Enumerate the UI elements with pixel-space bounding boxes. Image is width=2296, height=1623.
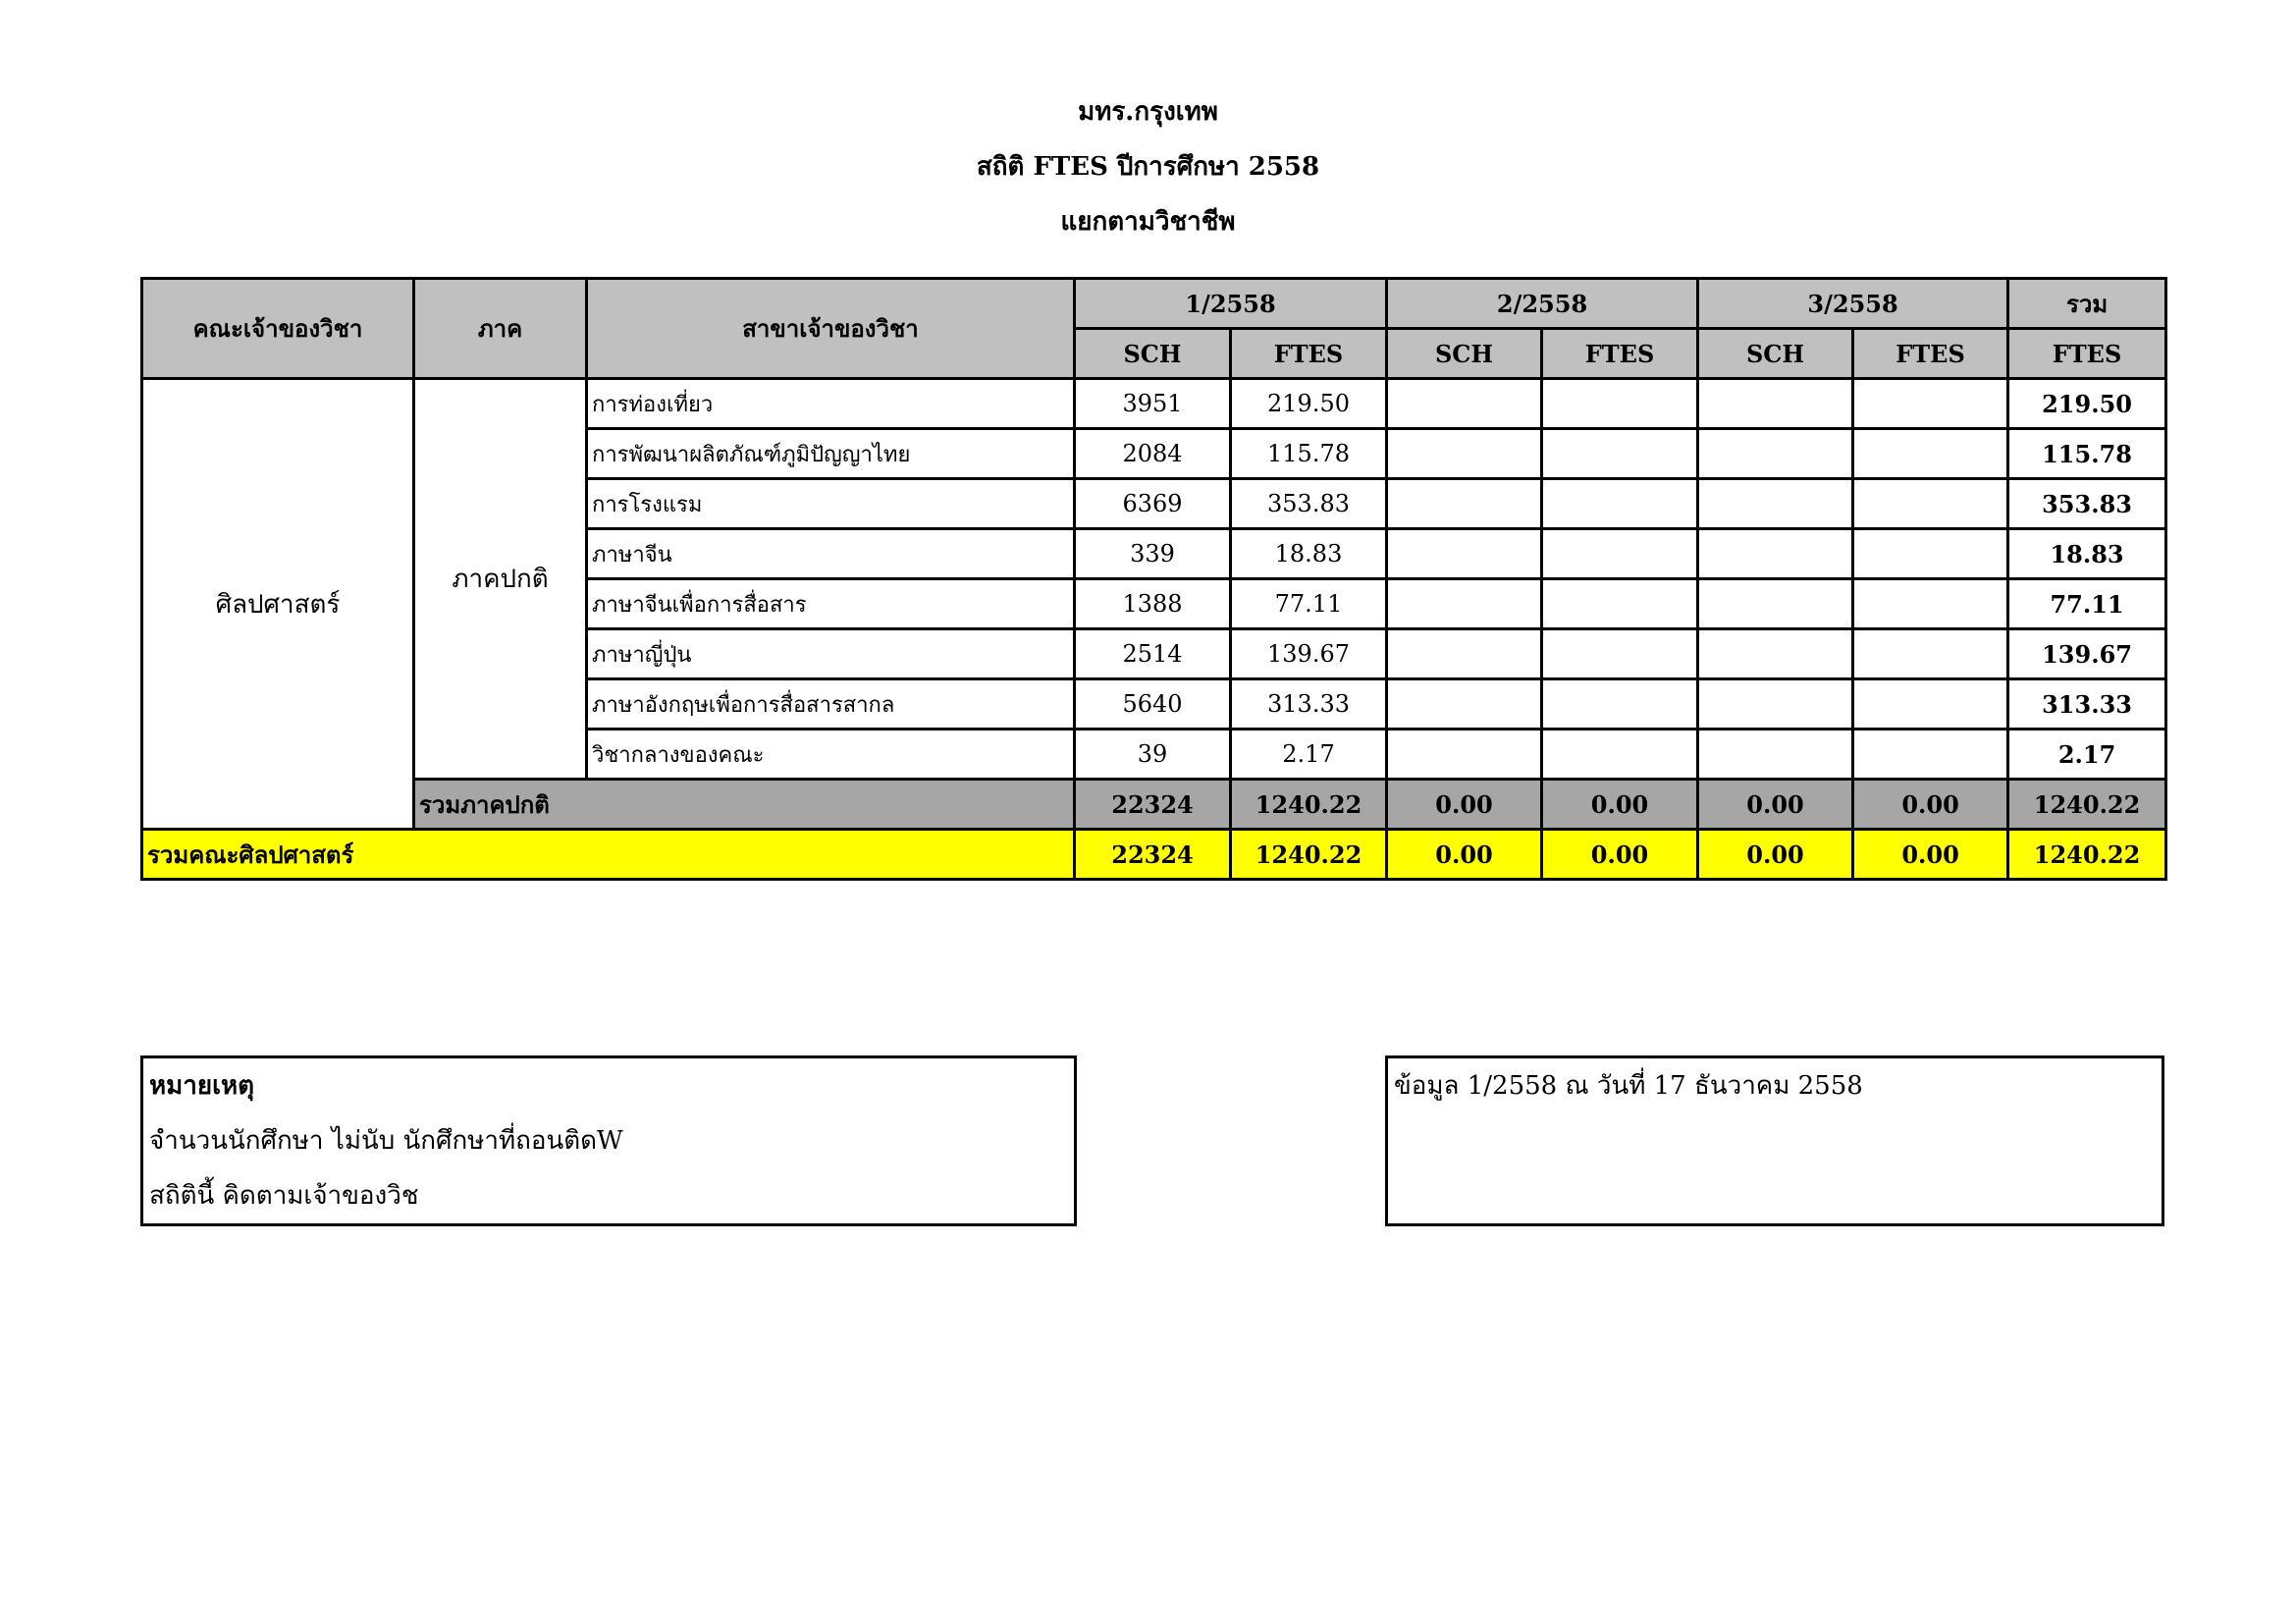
ftes3-cell (1853, 679, 2008, 730)
sch2-cell (1387, 629, 1542, 679)
report-title-stat: สถิติ FTES ปีการศึกษา 2558 (976, 152, 1320, 182)
sch3-cell (1698, 679, 1853, 730)
total-cell: 139.67 (2008, 629, 2166, 679)
branch-cell: การโรงแรม (587, 479, 1075, 529)
sch1-cell: 339 (1075, 529, 1231, 579)
sch1-cell: 2084 (1075, 429, 1231, 479)
header-sch3: SCH (1698, 329, 1853, 379)
ftes2-cell (1542, 379, 1698, 429)
subtotal-sch2: 0.00 (1387, 780, 1542, 830)
report-title-institution: มทร.กรุงเทพ (1078, 97, 1218, 127)
sch1-cell: 5640 (1075, 679, 1231, 730)
sch1-cell: 2514 (1075, 629, 1231, 679)
sch3-cell (1698, 429, 1853, 479)
subtotal-ftes1: 1240.22 (1231, 780, 1387, 830)
sch2-cell (1387, 730, 1542, 780)
header-term3: 3/2558 (1698, 279, 2008, 329)
sch2-cell (1387, 579, 1542, 629)
sch1-cell: 39 (1075, 730, 1231, 780)
sch3-cell (1698, 629, 1853, 679)
grand-total-ftes2: 0.00 (1542, 830, 1698, 880)
section-cell: ภาคปกติ (414, 379, 587, 780)
ftes3-cell (1853, 629, 2008, 679)
total-cell: 313.33 (2008, 679, 2166, 730)
ftes1-cell: 313.33 (1231, 679, 1387, 730)
grand-total-ftes1: 1240.22 (1231, 830, 1387, 880)
sch2-cell (1387, 379, 1542, 429)
total-cell: 77.11 (2008, 579, 2166, 629)
report-title-category: แยกตามวิชาชีพ (1060, 207, 1236, 237)
ftes-table (140, 277, 2167, 881)
total-cell: 115.78 (2008, 429, 2166, 479)
ftes2-cell (1542, 730, 1698, 780)
grand-total-ftes3: 0.00 (1853, 830, 2008, 880)
ftes3-cell (1853, 429, 2008, 479)
sch1-cell: 1388 (1075, 579, 1231, 629)
grand-total-row (142, 830, 2166, 880)
ftes1-cell: 353.83 (1231, 479, 1387, 529)
subtotal-ftes3: 0.00 (1853, 780, 2008, 830)
sch3-cell (1698, 730, 1853, 780)
data-info-text: ข้อมูล 1/2558 ณ วันที่ 17 ธันวาคม 2558 (1394, 1071, 1863, 1101)
subtotal-label: รวมภาคปกติ (414, 780, 1075, 830)
subtotal-sch1: 22324 (1075, 780, 1231, 830)
ftes1-cell: 219.50 (1231, 379, 1387, 429)
header-ftes1: FTES (1231, 329, 1387, 379)
data-info-box (1385, 1055, 2164, 1226)
ftes1-cell: 115.78 (1231, 429, 1387, 479)
header-sch1: SCH (1075, 329, 1231, 379)
ftes3-cell (1853, 529, 2008, 579)
ftes2-cell (1542, 529, 1698, 579)
ftes3-cell (1853, 730, 2008, 780)
sch2-cell (1387, 429, 1542, 479)
sch2-cell (1387, 479, 1542, 529)
grand-total-total: 1240.22 (2008, 830, 2166, 880)
ftes1-cell: 2.17 (1231, 730, 1387, 780)
header-term2: 2/2558 (1387, 279, 1698, 329)
grand-total-label: รวมคณะศิลปศาสตร์ (142, 830, 1075, 880)
grand-total-sch3: 0.00 (1698, 830, 1853, 880)
notes-box (140, 1055, 1077, 1226)
branch-cell: ภาษาจีนเพื่อการสื่อสาร (587, 579, 1075, 629)
subtotal-row (142, 780, 2166, 830)
header-section: ภาค (414, 279, 587, 379)
notes-line1: จำนวนนักศึกษา ไม่นับ นักศึกษาที่ถอนติดW (149, 1126, 623, 1156)
grand-total-sch1: 22324 (1075, 830, 1231, 880)
ftes1-cell: 77.11 (1231, 579, 1387, 629)
sch2-cell (1387, 529, 1542, 579)
subtotal-sch3: 0.00 (1698, 780, 1853, 830)
total-cell: 2.17 (2008, 730, 2166, 780)
ftes1-cell: 18.83 (1231, 529, 1387, 579)
sch3-cell (1698, 529, 1853, 579)
ftes1-cell: 139.67 (1231, 629, 1387, 679)
branch-cell: ภาษาญี่ปุ่น (587, 629, 1075, 679)
sch3-cell (1698, 479, 1853, 529)
header-total-ftes: FTES (2008, 329, 2166, 379)
report-titles (0, 84, 2296, 249)
grand-total-sch2: 0.00 (1387, 830, 1542, 880)
branch-cell: การพัฒนาผลิตภัณฑ์ภูมิปัญญาไทย (587, 429, 1075, 479)
branch-cell: ภาษาจีน (587, 529, 1075, 579)
subtotal-total: 1240.22 (2008, 780, 2166, 830)
notes-line2: สถิตินี้ คิดตามเจ้าของวิช (149, 1181, 419, 1211)
branch-cell: การท่องเที่ยว (587, 379, 1075, 429)
total-cell: 219.50 (2008, 379, 2166, 429)
ftes3-cell (1853, 579, 2008, 629)
header-term1: 1/2558 (1075, 279, 1387, 329)
branch-cell: ภาษาอังกฤษเพื่อการสื่อสารสากล (587, 679, 1075, 730)
sch1-cell: 3951 (1075, 379, 1231, 429)
total-cell: 353.83 (2008, 479, 2166, 529)
sch2-cell (1387, 679, 1542, 730)
total-cell: 18.83 (2008, 529, 2166, 579)
header-ftes2: FTES (1542, 329, 1698, 379)
header-branch: สาขาเจ้าของวิชา (587, 279, 1075, 379)
ftes2-cell (1542, 629, 1698, 679)
branch-cell: วิชากลางของคณะ (587, 730, 1075, 780)
ftes2-cell (1542, 579, 1698, 629)
header-sch2: SCH (1387, 329, 1542, 379)
sch1-cell: 6369 (1075, 479, 1231, 529)
ftes3-cell (1853, 379, 2008, 429)
notes-heading: หมายเหตุ (149, 1071, 255, 1101)
ftes2-cell (1542, 479, 1698, 529)
ftes3-cell (1853, 479, 2008, 529)
sch3-cell (1698, 379, 1853, 429)
sch3-cell (1698, 579, 1853, 629)
ftes2-cell (1542, 429, 1698, 479)
table-row (142, 379, 2166, 429)
faculty-cell: ศิลปศาสตร์ (142, 379, 414, 830)
subtotal-ftes2: 0.00 (1542, 780, 1698, 830)
header-ftes3: FTES (1853, 329, 2008, 379)
header-total: รวม (2008, 279, 2166, 329)
header-faculty: คณะเจ้าของวิชา (142, 279, 414, 379)
ftes2-cell (1542, 679, 1698, 730)
